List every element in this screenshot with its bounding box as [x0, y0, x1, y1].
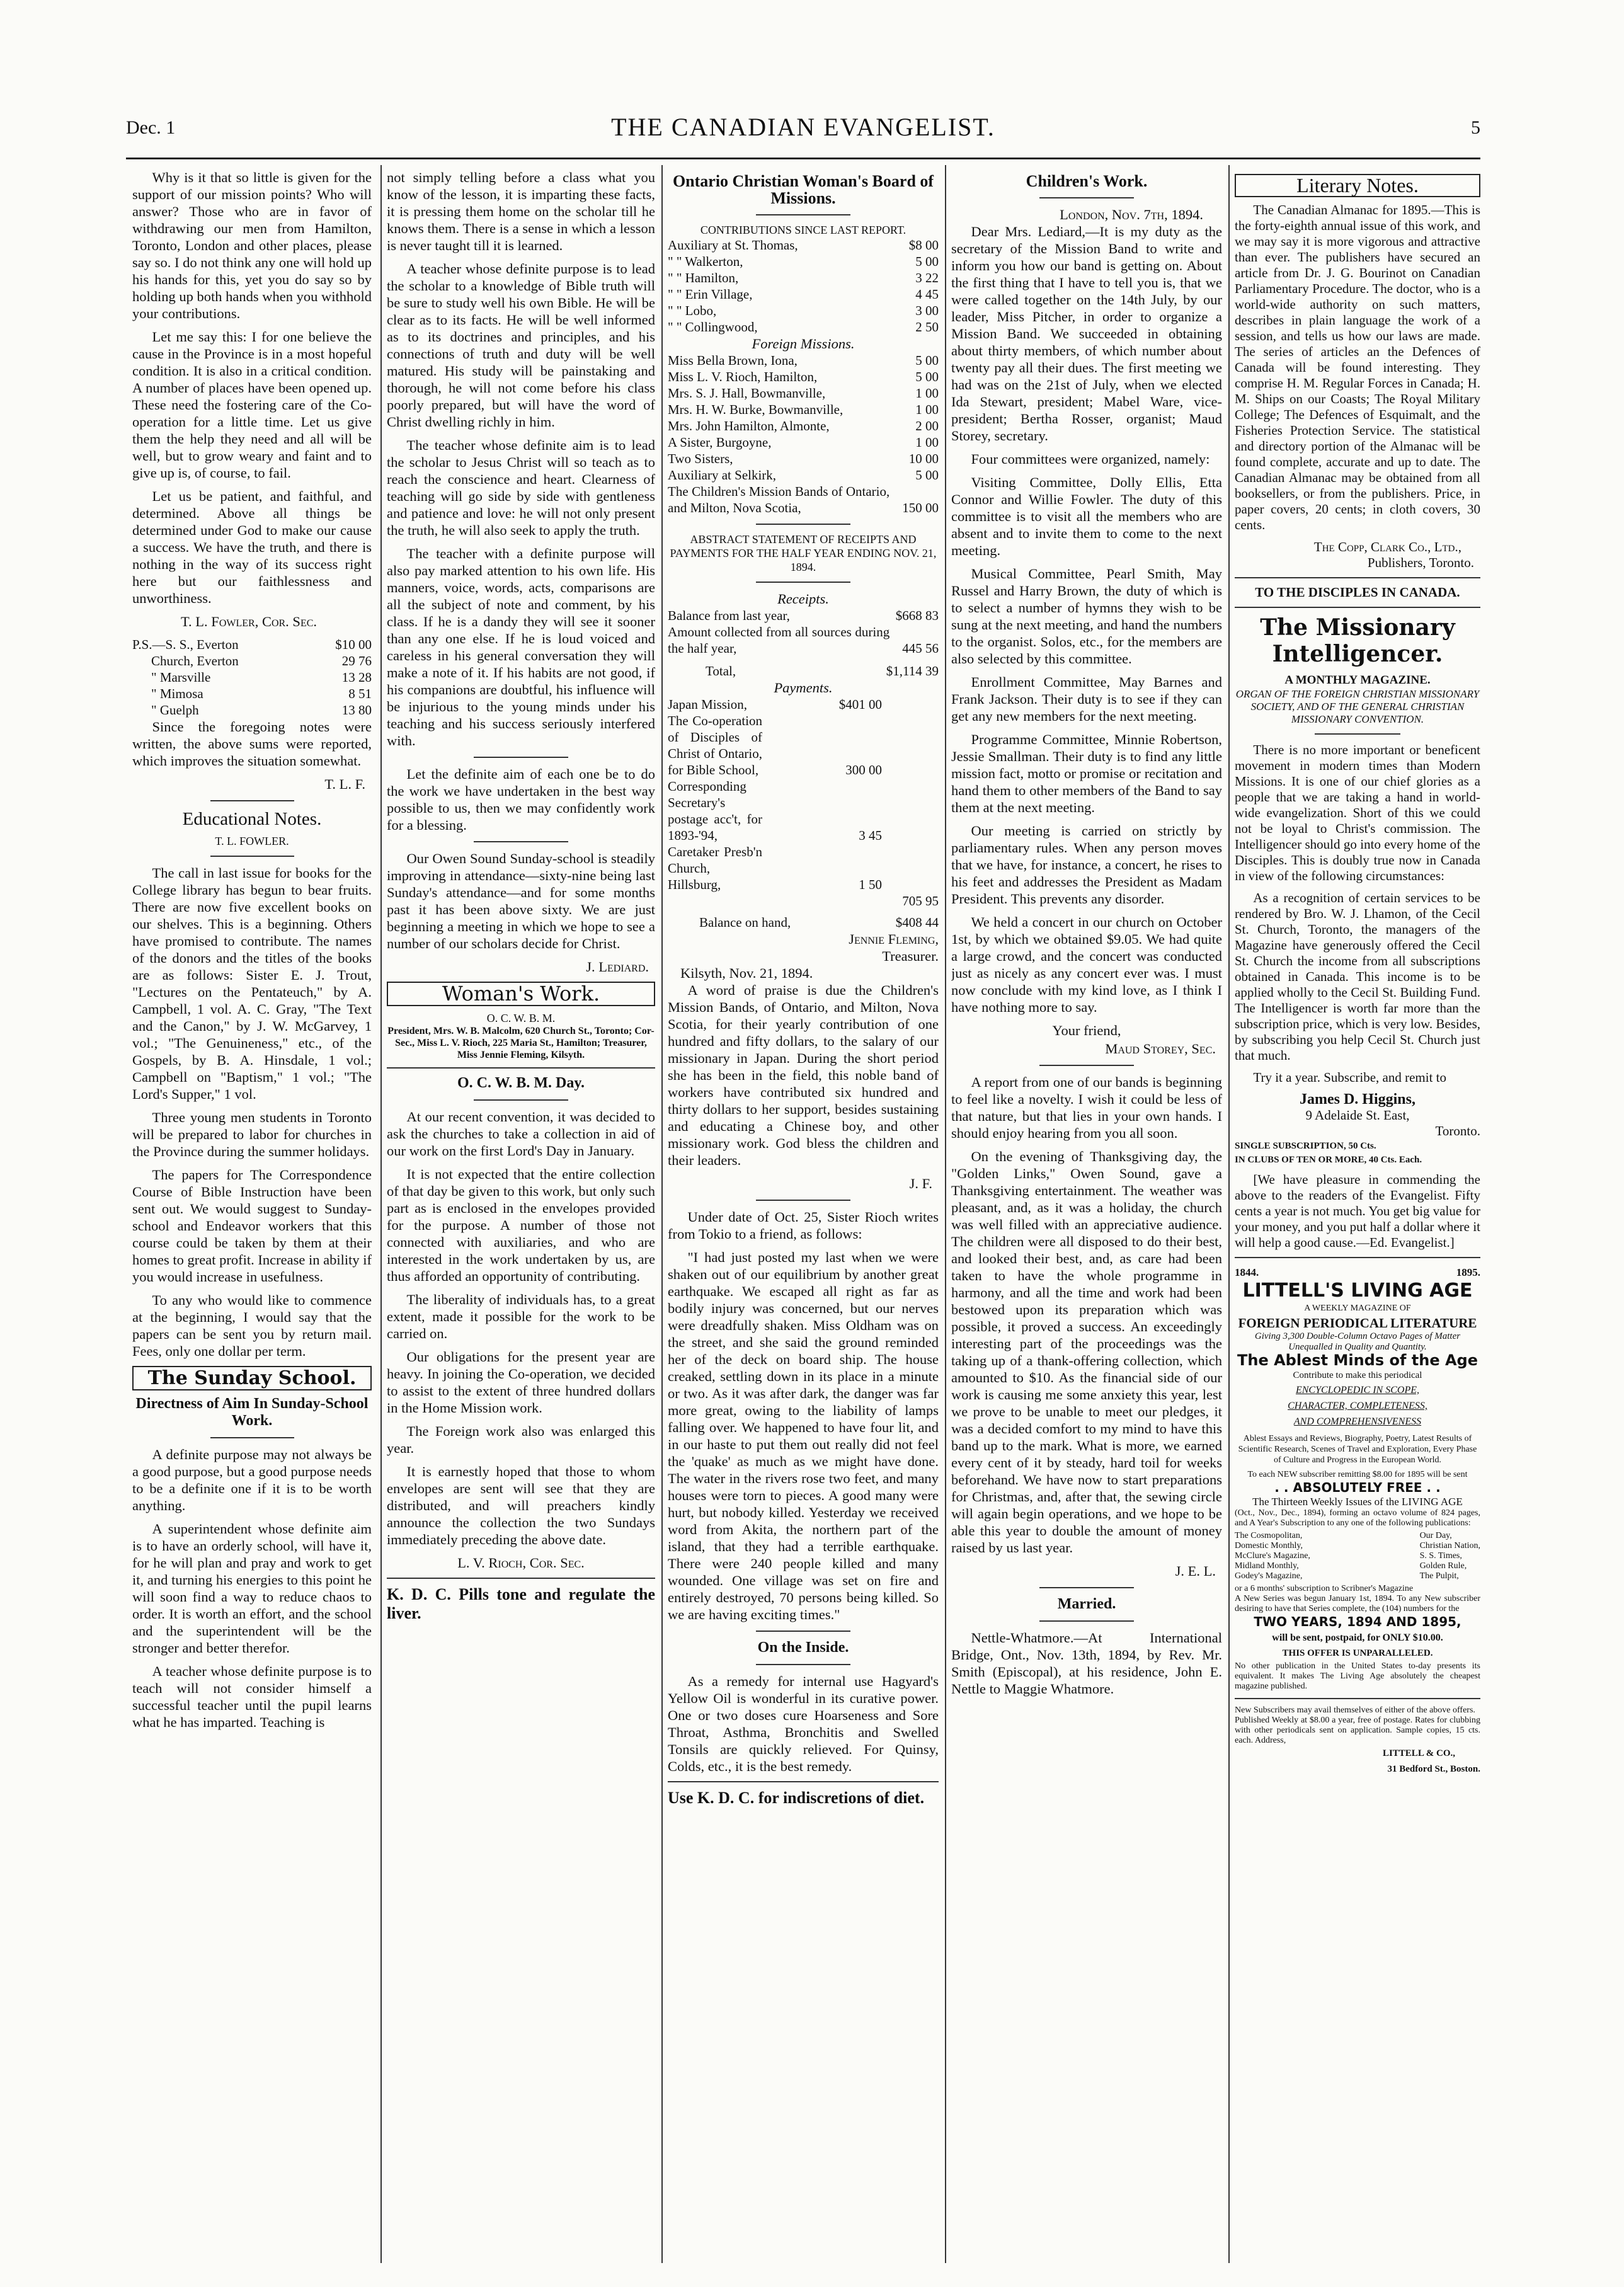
column-divider [1228, 165, 1230, 2263]
separator [1039, 197, 1135, 198]
foreign-contributions [668, 352, 939, 516]
signature: T. L. Fowler, Cor. Sec. [180, 614, 317, 629]
separator [210, 800, 294, 801]
paragraph: At our recent convention, it was decided to ask the churches to take a collection in aid of our work on the first Lord's Day in January. [387, 1109, 655, 1159]
paragraph: Our obligations for the present year are heavy. In joining the Co-operation, we decided to assist to the extent of three hundred dollars in the Home Mission work. [387, 1349, 655, 1416]
offer: THIS OFFER IS UNPARALLELED. [1282, 1648, 1433, 1658]
column-1 [132, 169, 372, 2261]
paragraph: Enrollment Committee, May Barnes and Frank Jackson. Their duty is to see if they can get any new members for the next meeting. [951, 674, 1222, 724]
ledger-row: Church, Everton 29 76 [151, 653, 372, 668]
company-name: LITTELL & CO., [1382, 1748, 1455, 1758]
article-title: On the Inside. [757, 1639, 849, 1656]
ledger-row: " Mimosa 8 51 [151, 686, 372, 701]
paragraph: Programme Committee, Minnie Robertson, Jessie Smallman. Their duty is to find any little mission fact, motto or promise or recitation and hand them to other members of the Band to say them at the next meeting. [951, 731, 1222, 815]
ledger-row: Balance from last year, $668 83 [668, 608, 939, 623]
advertisement: Use K. D. C. for indiscretions of diet. [668, 1789, 925, 1807]
dateline: Kilsyth, Nov. 21, 1894. [680, 965, 813, 981]
paragraph: A superintendent whose definite aim is to have an orderly school, will have it, for he will plan and pray and work to get it, and turning his energies to this point he will soon find a way to reduce chaos to order. It is worth an effort, and the school and the superintendent will be the stronger and better therefor. [132, 1521, 372, 1656]
note: ENCYCLOPEDIC IN SCOPE, [1295, 1385, 1419, 1396]
signature: J. E. L. [1175, 1563, 1216, 1579]
section-title: The Sunday School. [132, 1366, 372, 1390]
ledger-row: A Sister, Burgoyne, 1 00 [668, 435, 939, 450]
subheading: CONTRIBUTIONS SINCE LAST REPORT. [700, 224, 906, 236]
ledger-row: Auxiliary at St. Thomas, $8 00 [668, 238, 939, 253]
list-item: Christian Nation, [1419, 1541, 1480, 1550]
list-item: Domestic Monthly, [1235, 1541, 1303, 1550]
year-range [1235, 1264, 1480, 1280]
issue-date: Dec. 1 [126, 117, 176, 138]
ledger-row: The Children's Mission Bands of Ontario, and Milton, Nova Scotia, 150 00 [668, 484, 939, 515]
magazine-title: LITTELL'S LIVING AGE [1242, 1280, 1473, 1302]
paragraph: As a remedy for internal use Hagyard's Yellow Oil is wonderful in its curative power. One or two doses cure Hoarseness and Sore Throat, Asthma, Bronchitis and Swelled Tonsils are quickly relieved. For Quinsy, Colds, etc., it is the best remedy. [668, 1673, 939, 1774]
article-title: Ontario Christian Woman's Board of Missions. [672, 172, 934, 207]
note: A New Series was begun January 1st, 1894. To any New subscriber desiring to have that Series complete, the (104) numbers for the [1235, 1594, 1480, 1614]
note: To each NEW subscriber remitting $8.00 for 1895 will be sent [1247, 1470, 1468, 1479]
list-item: McClure's Magazine, [1235, 1551, 1310, 1561]
subheading: FOREIGN PERIODICAL LITERATURE [1238, 1315, 1477, 1331]
paragraph: Musical Committee, Pearl Smith, May Russel and Harry Brown, the duty of which is to select a number of hymns they wish to be sung at the next meeting, and hand the numbers to the organist. Solos, etc., for the members are also selected by this committee. [951, 566, 1222, 667]
note: CHARACTER, COMPLETENESS, [1288, 1401, 1427, 1411]
subheading: Payments. [774, 680, 833, 696]
paragraph: The liberality of individuals has, to a great extent, made it possible for the work to be carried on. [387, 1292, 655, 1341]
paragraph: Three young men students in Toronto will be prepared to labor for churches in the Province during the summer holidays. [132, 1109, 372, 1159]
paragraph: Try it a year. Subscribe, and remit to [1253, 1070, 1446, 1085]
list-item: The Cosmopolitan, [1235, 1531, 1303, 1540]
subheading: A MONTHLY MAGAZINE. [1284, 673, 1431, 687]
separator [1039, 1620, 1135, 1622]
ledger-row: " " Collingwood, 2 50 [668, 319, 939, 335]
separator [1039, 1587, 1135, 1588]
note: Ablest Essays and Reviews, Biography, Poetry, Latest Results of Scientific Research, Scenes of Travel and Exploration, Every Phase of Culture and Progress in the European World. [1238, 1434, 1477, 1465]
year-end: 1895. [1456, 1266, 1480, 1278]
payments [668, 696, 939, 931]
article-title: Children's Work. [1026, 172, 1148, 190]
paragraph: [We have pleasure in commending the above to the readers of the Evangelist. Fifty cents a year is not much. You get big value for your money, and you put half a dollar where it will help a good cause.—Ed. Evangelist.] [1235, 1172, 1480, 1250]
receipts [668, 607, 939, 679]
separator [668, 1781, 939, 1782]
paragraph: "I had just posted my last when we were shaken out of our equilibrium by another great earthquake. We escaped all right as far as bodily injury was concerned, but our nerves were dreadfully shaken. Miss Oldham was on the street, and she said the ground reminded her of the deck on board ship. The house creaked, settling down in its place in a minute or two. As it was after dark, the danger was far more great, owing to the liability of lamps falling over. We happened to have four lit, and in our haste to put them out really did not feel the 'quake' as much as we might have done. The water in the rivers rose two feet, and many houses were torn to pieces. A good many were hurt, but nobody killed. Yesterday we received word from Akita, the northern part of the island, that they had a terrible earthquake. There were 240 people killed and many wounded. One village was set on fire and entirely destroyed, 70 persons being killed. So we are having exciting times." [668, 1249, 939, 1622]
paragraph: The Canadian Almanac for 1895.—This is the forty-eighth annual issue of this work, and we may say it is more vigorous and attractive than ever. The publishers have secured an article from Dr. J. G. Bourinot on Canadian Parliamentary Procedure. The doctor, who is a world-wide authority on such matters, describes in plain language the work of a session, and tells us how our laws are made. The series of articles an the Defences of Canada will be found interesting. They comprise H. M. Regular Forces in Canada; H. M. Ships on our Coasts; The Royal Military College; The Defences of Esquimalt, and the Fisheries Protection Service. The statistical and directory portion of the Almanac will be found complete, accurate and up to date. The Canadian Almanac may be obtained from all booksellers, or from the publishers. Price, in paper covers, 20 cents; in cloth covers, 30 cents. [1235, 202, 1480, 532]
paragraph: Dear Mrs. Lediard,—It is my duty as the secretary of the Mission Band to write and inform you how our band is getting on. About the first thing that I have to tell you is, that we were called together on the 14th July, by our leader, Miss Pitcher, in order to organize a Mission Band. We succeeded in obtaining about thirty members, of which number about twenty pay all their dues. The first meeting we had was on the 21st of July, when we elected Ida Stewart, president; Mabel Ware, vice-president; Bertha Rosser, organist; Maud Storey, secretary. [951, 224, 1222, 444]
separator [756, 1664, 851, 1665]
paragraph: It is earnestly hoped that those to whom envelopes are sent will see that they are distributed, and will preachers kindly announce the collection the two Sundays immediately preceding the above date. [387, 1464, 655, 1547]
paragraph: Let the definite aim of each one be to do the work we have undertaken in the best way possible to us, then we may confidently work for a blessing. [387, 766, 655, 833]
page-number: 5 [1471, 117, 1480, 138]
column-3 [668, 169, 939, 2261]
signature: L. V. Rioch, Cor. Sec. [457, 1555, 585, 1571]
separator [210, 1437, 294, 1438]
paragraph: The call in last issue for books for the College library has begun to bear fruits. There are now five excellent books on our shelves. This is a beginning. Others have promised to contribute. The names of the donors and the titles of the books are as follows: Sister E. J. Trout, "Lectures on the Pentateuch," by A. Campbell, 1 vol. A. C. Gray, "The Text and the Canon," by J. W. McGarvey, 1 vol.; "The Genuineness," etc., of the Gospels, by B. A. Hinsdale, 1 vol.; Campbell on "Baptism," 1 vol.; "The Lord's Supper," 1 vol. [132, 865, 372, 1102]
separator [210, 856, 294, 857]
separator [474, 841, 568, 842]
signature: Maud Storey, Sec. [1105, 1041, 1216, 1057]
column-5 [1235, 169, 1480, 2261]
separator [1235, 1257, 1480, 1258]
paragraph: The papers for The Correspondence Course of Bible Instruction have been sent out. We would suggest to Sunday-school and Endeavor workers that this course could be taken by them at their homes to great profit. Increase in ability if you would increase in usefulness. [132, 1167, 372, 1285]
subheading: TO THE DISCIPLES IN CANADA. [1255, 585, 1460, 600]
paragraph: Why is it that so little is given for the support of our mission points? Who will answer? Those who are in favor of withdrawing our men from Hamilton, Toronto, London and other places, please say so. I do not think any one will hold up his hands for this, yet you do say so by holding up both hands when you withhold your contributions. [132, 169, 372, 321]
column-divider [380, 165, 382, 2263]
officers: President, Mrs. W. B. Malcolm, 620 Church St., Toronto; Cor-Sec., Miss L. V. Rioch, 225 Maria St., Hamilton; Treasurer, Miss Jennie Fleming, Kilsyth. [387, 1026, 655, 1060]
paragraph: A report from one of our bands is beginning to feel like a novelty. I wish it could be less of that nature, but that lies in your own hands. I should enjoy hearing from you all soon. [951, 1074, 1222, 1141]
section-title: Educational Notes. [182, 809, 322, 829]
offer: . . ABSOLUTELY FREE . . [1274, 1480, 1441, 1495]
ledger-row: " " Hamilton, 3 22 [668, 270, 939, 285]
ledger-row: " " Walkerton, 5 00 [668, 254, 939, 269]
note: (Oct., Nov., Dec., 1894), forming an octavo volume of 824 pages, and A Year's Subscription to any one of the following publications: [1235, 1508, 1480, 1528]
separator [1235, 607, 1480, 608]
treasurer-title: Treasurer. [882, 948, 939, 964]
agent-city: Toronto. [1435, 1123, 1480, 1138]
ledger-row: Amount collected from all sources during the half year, 445 56 [668, 624, 939, 656]
note: Giving 3,300 Double-Column Octavo Pages of Matter Unequalled in Quality and Quantity. [1254, 1331, 1461, 1352]
paragraph: The Foreign work also was enlarged this year. [387, 1423, 655, 1456]
ledger-row: " " Erin Village, 4 45 [668, 287, 939, 302]
note: Contribute to make this periodical [1293, 1370, 1422, 1380]
column-4 [951, 169, 1222, 2261]
auxiliary-contributions [668, 237, 939, 335]
ledger-row: " Marsville 13 28 [151, 670, 372, 685]
company-address: 31 Bedford St., Boston. [1387, 1764, 1480, 1774]
masthead [126, 112, 1480, 150]
signature: T. L. F. [324, 776, 365, 792]
signature: J. Lediard. [586, 959, 649, 975]
balance-row: Balance on hand, $408 44 [699, 915, 939, 930]
article-title: O. C. W. B. M. Day. [457, 1075, 585, 1091]
separator [1235, 1698, 1480, 1699]
paragraph: Visiting Committee, Dolly Ellis, Etta Connor and Willie Fowler. The duty of this committee is to visit all the members who are absent and to invite them to come to the next meeting. [951, 474, 1222, 558]
ledger-row: Miss L. V. Rioch, Hamilton, 5 00 [668, 369, 939, 384]
note: Published Weekly at $8.00 a year, free of postage. Rates for clubbing with other periodicals sent on application. Sample copies, 15 cts. each. Address, [1235, 1716, 1480, 1745]
dateline: London, Nov. 7th, 1894. [1060, 207, 1203, 222]
paragraph: Our Owen Sound Sunday-school is steadily improving in attendance—sixty-nine being last Sunday's attendance—and for some months past it has been above sixty. We are just beginning a meeting in which we hope to see a number of our scholars decide for Christ. [387, 851, 655, 951]
advertisement: K. D. C. Pills tone and regulate the liver. [387, 1585, 655, 1622]
separator [387, 1578, 655, 1579]
column-divider [945, 165, 946, 2263]
closing: Your friend, [1052, 1023, 1121, 1038]
ledger-row: Auxiliary at Selkirk, 5 00 [668, 467, 939, 483]
separator [1235, 577, 1480, 578]
magazine-title: The Missionary Intelligencer. [1260, 614, 1455, 667]
ledger-row: Caretaker Presb'n Church, Hillsburg, 1 50 [668, 844, 882, 892]
column-divider [661, 165, 663, 2263]
subheading: Foreign Missions. [752, 336, 855, 352]
subheading: The Ablest Minds of the Age [1237, 1351, 1478, 1369]
newspaper-title: THE CANADIAN EVANGELIST. [611, 113, 995, 141]
price-single: SINGLE SUBSCRIPTION, 50 Cts. [1235, 1141, 1376, 1151]
list-item: The Pulpit, [1419, 1571, 1459, 1581]
separator [474, 757, 568, 758]
paragraph: A teacher whose definite purpose is to teach will not consider himself a successful teacher until the pupil learns what he has imparted. Teaching is [132, 1663, 372, 1730]
ledger-row: Corresponding Secretary's postage acc't, for 1893-'94, 3 45 [668, 779, 882, 843]
separator [756, 1200, 851, 1201]
note: No other publication in the United States to-day presents its equivalent. It makes The Living Age absolutely the cheapest magazine published. [1235, 1661, 1480, 1691]
society-name: O. C. W. B. M. [486, 1012, 556, 1024]
article-title: Married. [1057, 1596, 1116, 1612]
ledger-row: Japan Mission, $401 00 [668, 697, 882, 712]
publisher-name: The Copp, Clark Co., Ltd., [1313, 539, 1461, 554]
ps-contributions [132, 636, 372, 718]
separator [387, 1067, 655, 1069]
separator [1039, 1065, 1135, 1066]
paragraph: We held a concert in our church on October 1st, by which we obtained $9.05. We had quite a large crowd, and the concert was conducted just as nicely as any concert ever was. I must now conclude with my kind love, as I think I have nothing more to say. [951, 914, 1222, 1015]
article-title: Directness of Aim In Sunday-School Work. [135, 1396, 369, 1429]
paragraph: The teacher whose definite aim is to lead the scholar to Jesus Christ will so teach as to reach the conscience and heart. Clearness of teaching will go side by side with gentleness and patience and love: he will not only present the truth, he will also seek to apply the truth. [387, 437, 655, 538]
subheading: ABSTRACT STATEMENT OF RECEIPTS AND PAYMENTS FOR THE HALF YEAR ENDING NOV. 21, 1894. [670, 533, 937, 573]
paragraph: Under date of Oct. 25, Sister Rioch writes from Tokio to a friend, as follows: [668, 1209, 939, 1242]
paragraph: To any who would like to commence at the beginning, I would say that the papers can be sent you by return mail. Fees, only one dollar per term. [132, 1292, 372, 1359]
note: New Subscribers may avail themselves of either of the above offers. [1235, 1705, 1475, 1715]
separator [756, 582, 851, 583]
separator [474, 1099, 568, 1101]
paragraph: There is no more important or beneficent movement in modern times than Modern Missions. It is one of our chief glories as a people that we are taking a hand in world-wide evangelization. Short of this we could not be loyal to Christ's commission. The Intelligencer should go into every home of the Disciples. This is doubly true now in Canada in view of the following circumstances: [1235, 742, 1480, 883]
agent-name: James D. Higgins, [1299, 1091, 1415, 1108]
list-item: Godey's Magazine, [1235, 1571, 1303, 1581]
masthead-rule [126, 158, 1480, 159]
ledger-row: Mrs. H. W. Burke, Bowmanville, 1 00 [668, 402, 939, 417]
subheading: A WEEKLY MAGAZINE OF [1304, 1304, 1411, 1313]
paragraph: A word of praise is due the Children's Mission Bands, of Ontario, and Milton, Nova Scotia, for their yearly contribution of one hundred and fifty dollars, to the salary of our missionary in Japan. During the short period she has been in the field, this noble band of workers have contributed six hundred and thirty dollars to her support, besides sustaining and educating a Chinese boy, and other missionary work. God bless the children and their leaders. [668, 982, 939, 1168]
paragraph: It is not expected that the entire collection of that day be given to this work, but only such part as is enclosed in the envelopes provided for the purpose. A number of those not connected with auxiliaries, and who are interested in the work undertaken by us, are thus afforded an opportunity of contributing. [387, 1166, 655, 1284]
year-start: 1844. [1235, 1266, 1259, 1278]
ledger-row: " " Lobo, 3 00 [668, 303, 939, 318]
ledger-row: Mrs. S. J. Hall, Bowmanville, 1 00 [668, 386, 939, 401]
separator [756, 214, 851, 215]
subheading: Receipts. [777, 591, 829, 607]
section-title: Literary Notes. [1235, 174, 1480, 197]
agent-address: 9 Adelaide St. East, [1305, 1108, 1410, 1123]
list-item: S. S. Times, [1419, 1551, 1462, 1561]
price-club: IN CLUBS OF TEN OR MORE, 40 Cts. Each. [1235, 1155, 1422, 1165]
ledger-row: Mrs. John Hamilton, Almonte, 2 00 [668, 418, 939, 433]
paragraph: On the evening of Thanksgiving day, the "Golden Links," Owen Sound, gave a Thanksgiving entertainment. The weather was pleasant, and, as it was a holiday, the church was well filled with an appreciative audience. The children were all disposed to do their best, and looked their best, and, as care had been taken to have the whole programme in harmony, and all the time and work had been bestowed upon its preparation which was possible, it proved a success. An exceedingly interesting part of the proceedings was the taking up of a thank-offering collection, which amounted to $10. As the financial side of our work is causing me some anxiety this year, lest we prove to be unable to meet our pledges, it was a decided comfort to my mind to have this band up to the mark. What is more, we earned every cent of it by steady, hard toil for weeks beforehand. We have now to start preparations for Christmas, and, after that, the sewing circle will again begin operations, and we hope to be able this year to double the amount of money raised by us last year. [951, 1149, 1222, 1556]
list-item: Our Day, [1419, 1531, 1452, 1540]
publisher-location: Publishers, Toronto. [1367, 555, 1474, 570]
signature: J. F. [909, 1176, 932, 1191]
paragraph: Since the foregoing notes were written, the above sums were reported, which improves the situation somewhat. [132, 719, 372, 769]
note: The Thirteen Weekly Issues of the LIVING AGE [1252, 1496, 1463, 1508]
ledger-row: P.S.—S. S., Everton $10 00 [132, 637, 372, 652]
paragraph: Nettle-Whatmore.—At International Bridge, Ont., Nov. 13th, 1894, by Rev. Mr. Smith (Episcopal), at his residence, John E. Nettle to Maggie Whatmore. [951, 1630, 1222, 1697]
ledger-row: " Guelph 13 80 [151, 702, 372, 718]
list-item: Golden Rule, [1419, 1561, 1467, 1571]
column-2 [387, 169, 655, 2261]
ledger-row: The Co-operation of Disciples of Christ of Ontario, for Bible School, 300 00 [668, 713, 882, 777]
paragraph: Our meeting is carried on strictly by parliamentary rules. When any person moves that we have, for instance, a concert, he rises to his feet and addresses the President as Madam President. This prevents any disorder. [951, 823, 1222, 907]
publication-list [1235, 1531, 1480, 1581]
paragraph: A definite purpose may not always be a good purpose, but a good purpose needs to be a definite one if it is to be worth anything. [132, 1447, 372, 1513]
organ-note: ORGAN OF THE FOREIGN CHRISTIAN MISSIONARY SOCIETY, AND OF THE GENERAL CHRISTIAN MISSIONARY CONVENTION. [1235, 688, 1480, 725]
separator [756, 524, 851, 525]
separator [1315, 733, 1401, 735]
paragraph: not simply telling before a class what you know of the lesson, it is imparting these facts, it is pressing them home on the scholar till he knows them. There is a sense in which a lesson is never taught till it is learned. [387, 169, 655, 253]
paragraph: Let me say this: I for one believe the cause in the Province is in a most hopeful condition. It is also in a critical condition. A number of places have been opened up. These need the fostering care of the Co-operation for a little time. Let us give them the help they need and all will be well, but to grow weary and faint and to give up is, of course, to fail. [132, 329, 372, 481]
total-row: Total, $1,114 39 [706, 663, 939, 679]
offer: TWO YEARS, 1894 AND 1895, [1254, 1614, 1461, 1629]
ledger-row: Two Sisters, 10 00 [668, 451, 939, 466]
note: or a 6 months' subscription to Scribner's Magazine [1235, 1584, 1414, 1593]
list-item: Midland Monthly, [1235, 1561, 1299, 1571]
byline: T. L. FOWLER. [215, 835, 289, 847]
ledger-row: Miss Bella Brown, Iona, 5 00 [668, 353, 939, 368]
note: AND COMPREHENSIVENESS [1293, 1416, 1422, 1427]
paragraph: Four committees were organized, namely: [971, 451, 1210, 467]
payments-total: 705 95 [902, 893, 939, 908]
paragraph: The teacher with a definite purpose will also pay marked attention to his own life. His manners, voice, words, acts, comparisons are all the subject of note and comment, by his class. If he is a dandy they will see it sooner than any one else. If he is loud voiced and careless in his general conversation they will make a note of it. If his habits are not good, if his companions are doubtful, his influence will be injurious to the young minds under his teaching and his success seriously interfered with. [387, 546, 655, 748]
separator [756, 1631, 851, 1632]
offer: will be sent, postpaid, for ONLY $10.00. [1272, 1632, 1443, 1643]
paragraph: Let us be patient, and faithful, and determined. Above all things be determined under God to make our cause a success. We have the truth, and there is nothing in the way of its success right here but our faithlessness and unworthiness. [132, 488, 372, 606]
paragraph: A teacher whose definite purpose is to lead the scholar to a knowledge of Bible truth will be sure to study well his own Bible. He will be clear as to its facts. He will be well informed as to its doctrines and principles, and his connections of truth and duty will be well matured. His study will be painstaking and thorough, he will not come before his class poorly prepared, but will have the word of Christ dwelling richly in him. [387, 261, 655, 430]
treasurer-name: Jennie Fleming, [849, 931, 939, 947]
section-title: Woman's Work. [387, 982, 655, 1006]
paragraph: As a recognition of certain services to be rendered by Bro. W. J. Lhamon, of the Cecil St. Church, Toronto, the managers of the Magazine have generously offered the Cecil St. Church the income from all subscriptions obtained in Canada. This income is to be applied wholly to the Cecil St. Building Fund. The Intelligencer is worth far more than the subscription price, which is very low. Besides, by subscribing you help Cecil St. Church just that much. [1235, 890, 1480, 1063]
